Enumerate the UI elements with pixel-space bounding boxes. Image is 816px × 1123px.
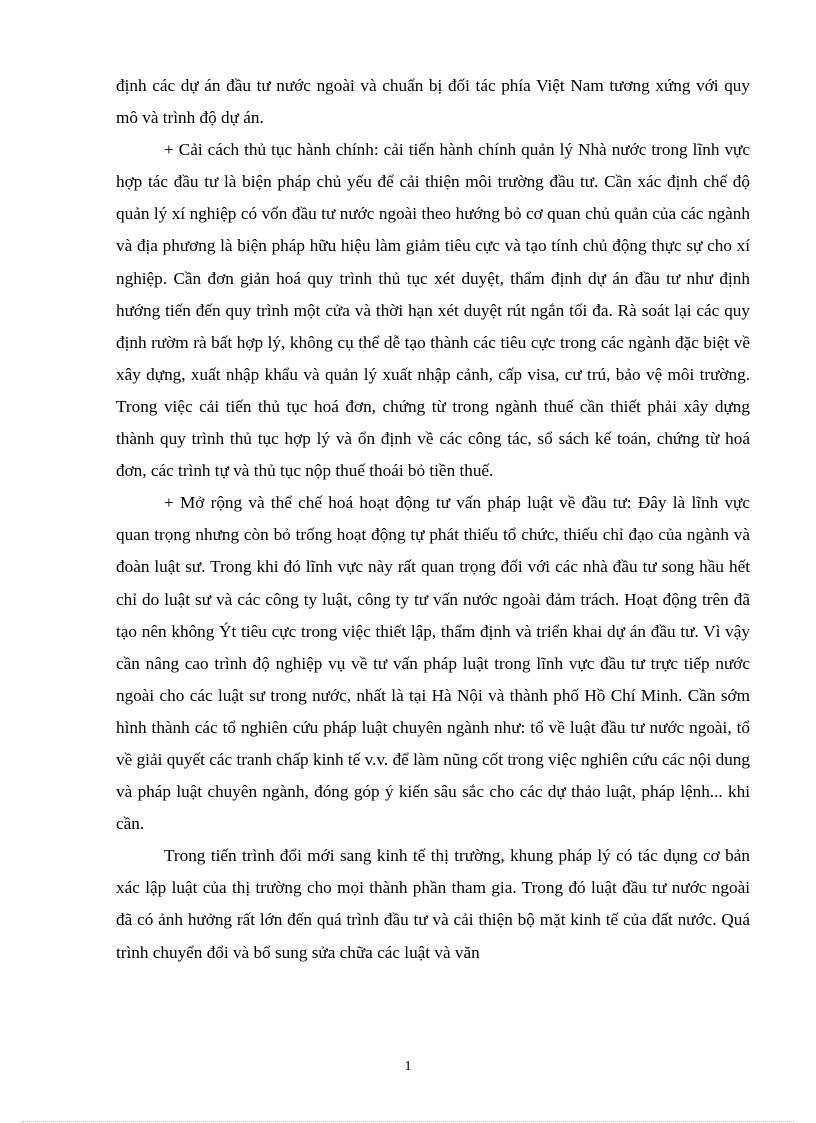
- page-bottom-rule: [22, 1121, 794, 1122]
- paragraph-legal-framework: Trong tiến trình đổi mới sang kinh tế thị trường, khung pháp lý có tác dụng cơ bản xác lập luật của thị trường cho mọi thành phần tham gia. Trong đó luật đầu tư nước ngoài đã có ảnh hưởng rất lớn đến quá trình đầu tư và cải thiện bộ mặt kinh tế của đất nước. Quá trình chuyển đổi và bổ sung sửa chữa các luật và văn: [116, 846, 750, 962]
- page-number: 1: [404, 1059, 412, 1074]
- paragraph-continuation: định các dự án đầu tư nước ngoài và chuẩn bị đối tác phía Việt Nam tương xứng với quy mô và trình độ dự án.: [116, 76, 750, 128]
- paragraph-administrative-reform: + Cải cách thủ tục hành chính: cải tiến hành chính quản lý Nhà nước trong lĩnh vực hợp tác đầu tư là biện pháp chủ yếu để cải thiện môi trường đầu tư. Cần xác định chế độ quản lý xí nghiệp có vốn đầu tư nước ngoài theo hướng bỏ cơ quan chủ quản của các ngành và địa phương là biện pháp hữu hiệu làm giảm tiêu cực và tạo tính chủ động thực sự cho xí nghiệp. Cần đơn giản hoá quy trình thủ tục xét duyệt, thẩm định dự án đầu tư như định hướng tiến đến quy trình một cửa và thời hạn xét duyệt rút ngắn tối đa. Rà soát lại các quy định rườm rà bất hợp lý, không cụ thể dễ tạo thành các tiêu cực trong các ngành đặc biệt về xây dựng, xuất nhập khẩu và quản lý xuất nhập cảnh, cấp visa, cư trú, bảo vệ môi trường. Trong việc cải tiến thủ tục hoá đơn, chứng từ trong ngành thuế cần thiết phải xây dựng thành quy trình thủ tục hợp lý và ổn định về các công tác, sổ sách kế toán, chứng từ hoá đơn, các trình tự và thủ tục nộp thuế thoái bỏ tiền thuế.: [116, 140, 750, 481]
- paragraph-legal-consulting: + Mở rộng và thể chế hoá hoạt động tư vấn pháp luật về đầu tư: Đây là lĩnh vực quan trọng nhưng còn bỏ trống hoạt động tự phát thiếu tổ chức, thiếu chỉ đạo của ngành và đoàn luật sư. Trong khi đó lĩnh vực này rất quan trọng đối với các nhà đầu tư song hầu hết chỉ do luật sư và các công ty luật, công ty tư vấn nước ngoài đảm trách. Hoạt động trên đã tạo nên không Ýt tiêu cực trong việc thiết lập, thẩm định và triển khai dự án đầu tư. Vì vậy cần nâng cao trình độ nghiệp vụ về tư vấn pháp luật trong lĩnh vực đầu tư trực tiếp nước ngoài cho các luật sư trong nước, nhất là tại Hà Nội và thành phố Hồ Chí Minh. Cần sớm hình thành các tổ nghiên cứu pháp luật chuyên ngành như: tổ về luật đầu tư nước ngoài, tổ về giải quyết các tranh chấp kinh tế v.v. để làm nũng cốt trong việc nghiên cứu các nội dung và pháp luật chuyên ngành, đóng góp ý kiến sâu sắc cho các dự thảo luật, pháp lệnh... khi cần.: [116, 493, 750, 834]
- body-text: [116, 70, 750, 969]
